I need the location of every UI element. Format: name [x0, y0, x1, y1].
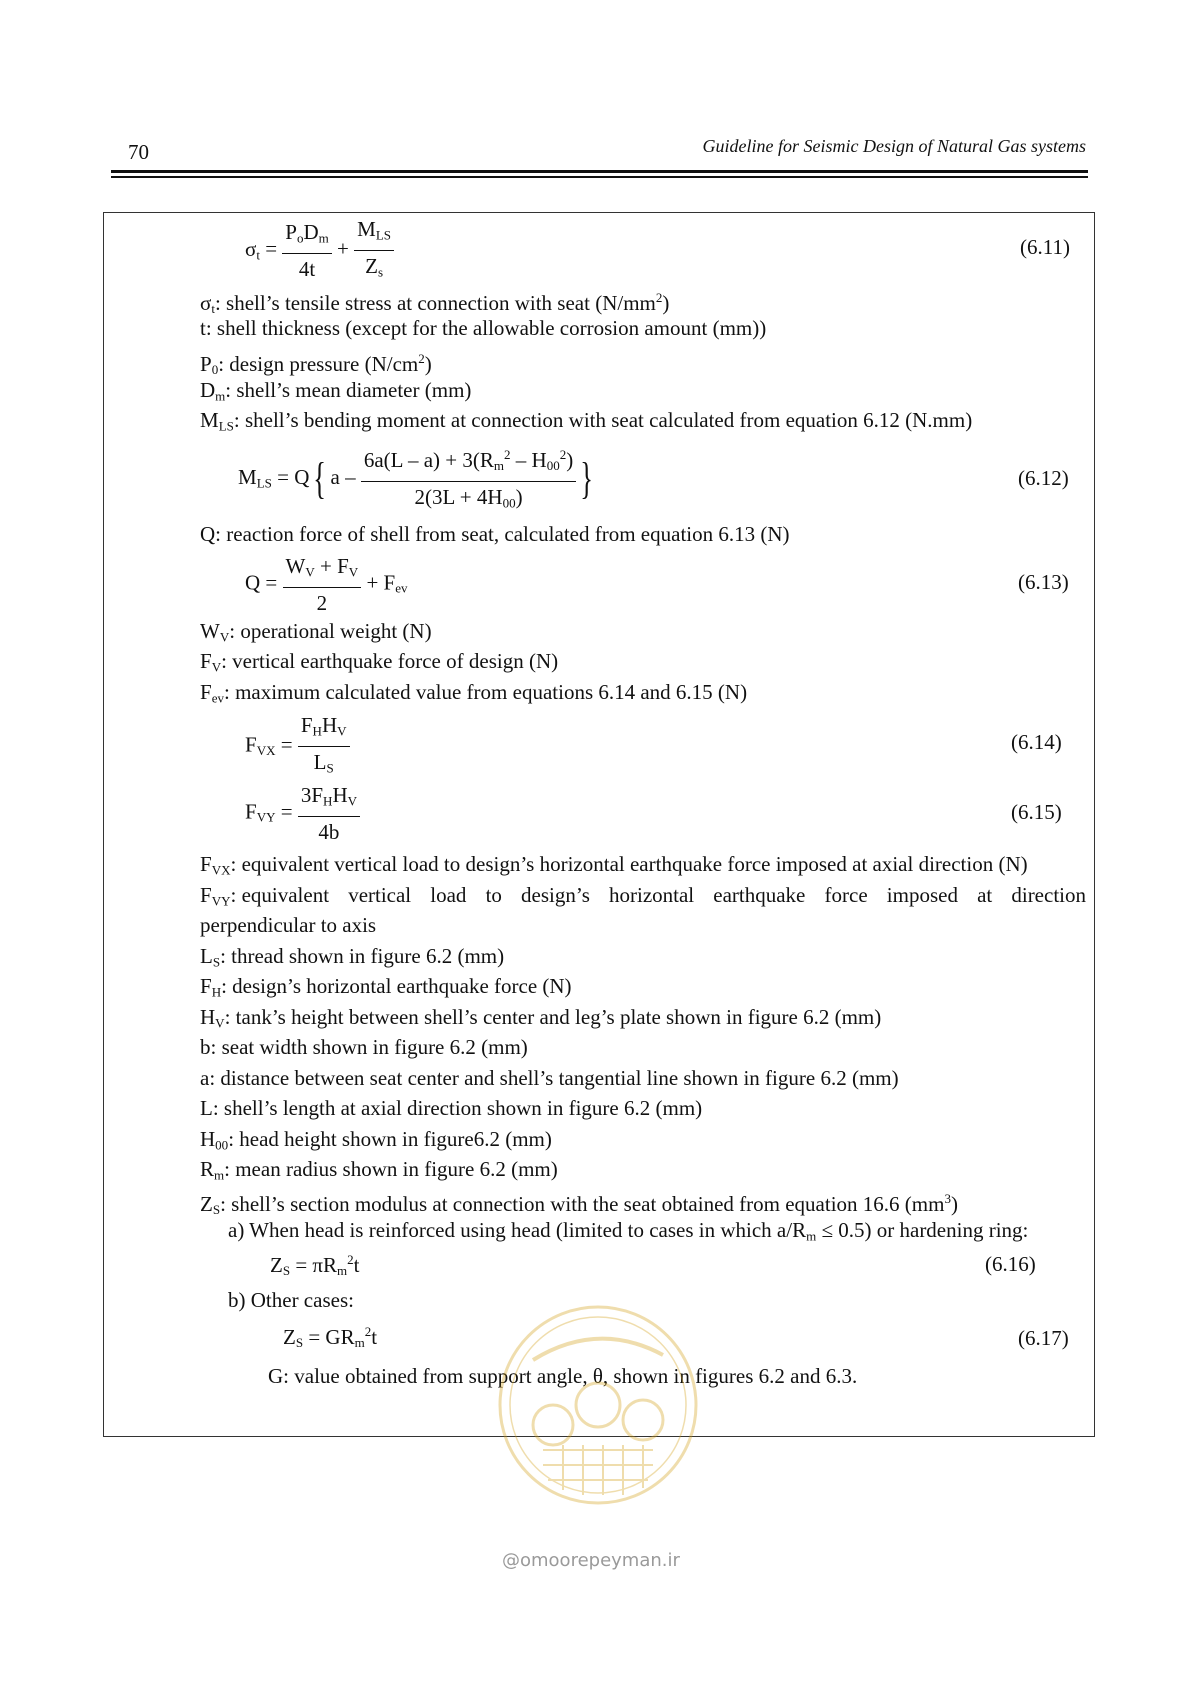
def-wv: $W_V$: operational weight (N) — [200, 619, 432, 645]
def-h00: $H_{00}$: head height shown in figure6.2 (mm) — [200, 1127, 552, 1153]
equation-6-17: $Z_S = GR_m^2t$ — [283, 1324, 378, 1351]
eq611-frac1: $\frac{P_oD_m}{4t}$ — [282, 219, 332, 282]
watermark-logo — [493, 1300, 703, 1510]
def-ls: $L_S$: thread shown in figure 6.2 (mm) — [200, 944, 505, 970]
eq612-lhs: $M_{LS}$ — [238, 464, 272, 491]
equation-6-11: $\sigma_t$ = $\frac{P_oD_m}{4t}$ + $\frac{M_{LS}}{Z_s}$ — [245, 216, 394, 286]
case-b: b) Other cases: — [228, 1288, 354, 1312]
header-rule-thin — [111, 176, 1088, 178]
running-title: Guideline for Seismic Design of Natural Gas systems — [702, 136, 1086, 156]
equation-number-6-15: (6.15) — [1011, 800, 1062, 824]
eq615-frac: $\frac{3F_HH_V}{4b}$ — [298, 782, 360, 845]
eq613-frac: $\frac{W_V + F_V}{2}$ — [283, 553, 362, 616]
header-rule-thick — [111, 170, 1088, 173]
def-q: Q: reaction force of shell from seat, calculated from equation 6.13 (N) — [200, 522, 790, 546]
def-fvy-continued: perpendicular to axis — [200, 913, 377, 937]
equation-6-15: $F_{VY}$ = $\frac{3F_HH_V}{4b}$ — [245, 782, 360, 845]
def-g: G: value obtained from support angle, θ, shown in figures 6.2 and 6.3. — [268, 1364, 858, 1388]
equation-number-6-16: (6.16) — [985, 1252, 1036, 1276]
equation-6-14: $F_{VX}$ = $\frac{F_HH_V}{L_S}$ — [245, 712, 350, 782]
def-mls: $M_{LS}$: shell’s bending moment at connection with seat calculated from equation 6.12 (N.mm) — [200, 408, 973, 434]
equation-number-6-13: (6.13) — [1018, 570, 1069, 594]
page-number: 70 — [128, 140, 149, 164]
equation-6-16: $Z_S = \pi R_m^2t$ — [270, 1252, 360, 1279]
equation-number-6-14: (6.14) — [1011, 730, 1062, 754]
def-sigma-t: $\sigma_t$: shell’s tensile stress at connection with seat $(N/mm^2)$ — [200, 290, 670, 317]
def-l: L: shell’s length at axial direction shown in figure 6.2 (mm) — [200, 1096, 703, 1120]
eq611-frac2: $\frac{M_{LS}}{Z_s}$ — [354, 216, 394, 286]
def-hv: $H_V$: tank’s height between shell’s center and leg’s plate shown in figure 6.2 (mm) — [200, 1005, 882, 1031]
def-fvx: $F_{VX}$: equivalent vertical load to design’s horizontal earthquake force imposed at axial direction (N) — [200, 852, 1028, 878]
def-zs: $Z_S$: shell’s section modulus at connection with the seat obtained from equation 16.6 $(mm^3)$ — [200, 1191, 958, 1218]
def-a: a: distance between seat center and shell’s tangential line shown in figure 6.2 (mm) — [200, 1066, 899, 1090]
def-p0: $P_0$: design pressure $(N/cm^2)$ — [200, 351, 432, 378]
def-t: t: shell thickness (except for the allowable corrosion amount (mm)) — [200, 316, 767, 340]
equation-6-13: Q = $\frac{W_V + F_V}{2}$ + $F_{ev}$ — [245, 554, 408, 616]
def-fh: $F_H$: design’s horizontal earthquake force (N) — [200, 974, 572, 1000]
equation-6-12: $M_{LS} = Q${ a – $\frac{6a(L - a) + 3(R_m^2 - H_{00}^2)}{2(3L + 4H_{00})}$ } — [238, 442, 597, 516]
def-b: b: seat width shown in figure 6.2 (mm) — [200, 1035, 528, 1059]
equation-number-6-12: (6.12) — [1018, 466, 1069, 490]
equation-number-6-17: (6.17) — [1018, 1326, 1069, 1350]
eq611-lhs: $\sigma_t$ — [245, 236, 260, 262]
eq614-frac: $\frac{F_HH_V}{L_S}$ — [298, 712, 350, 782]
def-rm: $R_m$: mean radius shown in figure 6.2 (mm) — [200, 1157, 558, 1183]
def-fvy: $F_{VY}$: equivalent vertical load to design’s horizontal earthquake force imposed at direction — [200, 883, 1086, 909]
def-dm: $D_m$: shell’s mean diameter (mm) — [200, 378, 472, 404]
watermark-site: @omoorepeyman.ir — [502, 1550, 680, 1571]
equation-number-6-11: (6.11) — [1020, 235, 1070, 259]
def-fv: $F_V$: vertical earthquake force of design (N) — [200, 649, 559, 675]
case-a: a) When head is reinforced using head (limited to cases in which $a/R_m \le 0.5$) or hardening ring: — [228, 1218, 1029, 1244]
def-fev: $F_{ev}$: maximum calculated value from equations 6.14 and 6.15 (N) — [200, 680, 748, 706]
eq612-frac: $\frac{6a(L - a) + 3(R_m^2 - H_{00}^2)}{2(3L + 4H_{00})}$ — [361, 442, 576, 516]
